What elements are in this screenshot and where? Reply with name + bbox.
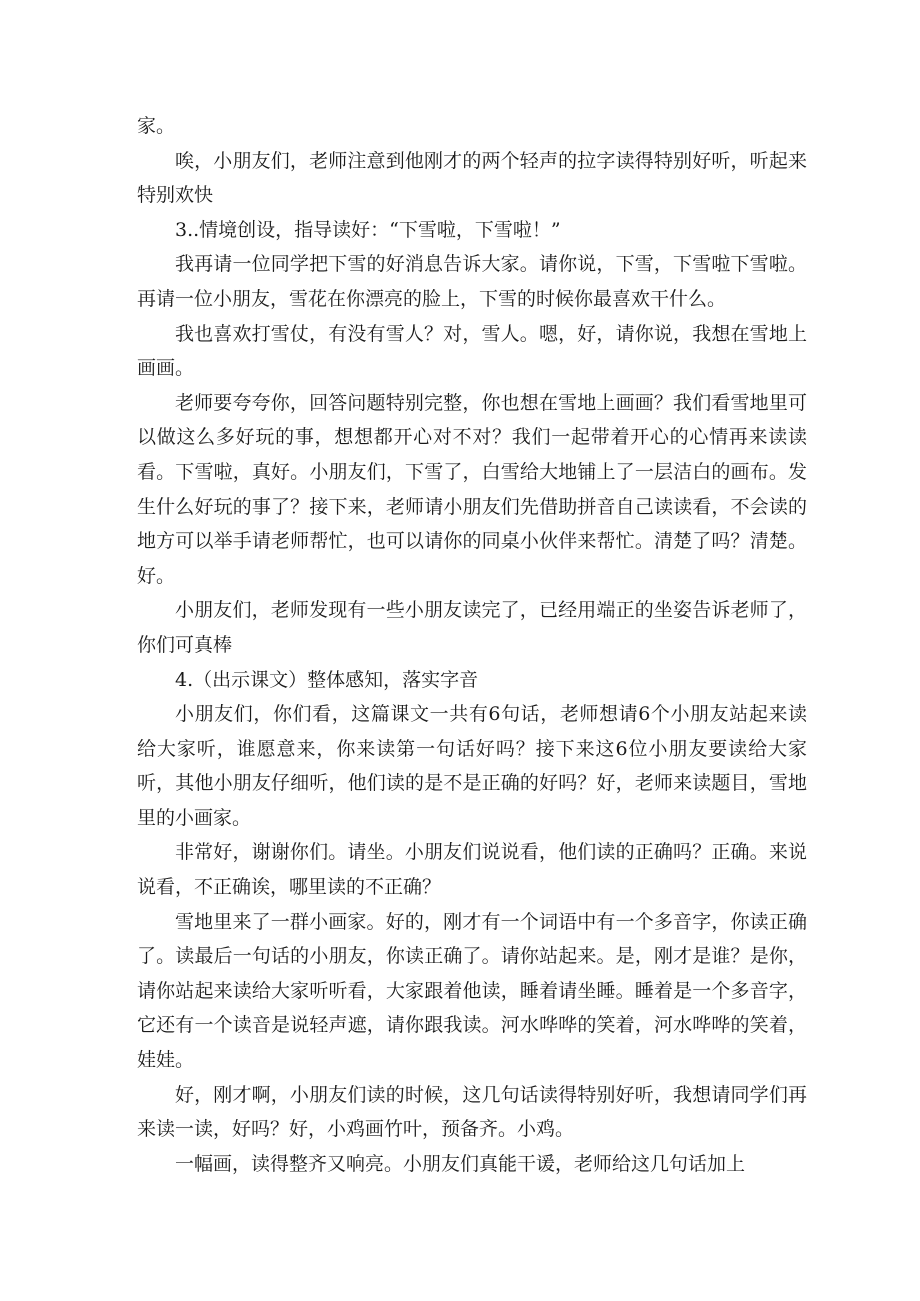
paragraph: 我再请一位同学把下雪的好消息告诉大家。请你说，下雪，下雪啦下雪啦。再请一位小朋友，雪花在你漂亮的脸上，下雪的时候你最喜欢干什么。 [137, 253, 807, 310]
paragraph: 雪地里来了一群小画家。好的，刚才有一个词语中有一个多音字，你读正确了。读最后一句话的小朋友，你读正确了。请你站起来。是，刚才是谁？是你，请你站起来读给大家听听看，大家跟着他读，睡着请坐睡。睡着是一个多音字，它还有一个读音是说轻声遮，请你跟我读。河水哗哗的笑着，河水哗哗的笑着，娃娃。 [137, 910, 807, 1072]
section-heading: 4.（出示课文）整体感知，落实字音 [175, 668, 479, 691]
paragraph: 非常好，谢谢你们。请坐。小朋友们说说看，他们读的正确吗？正确。来说说看，不正确诶，哪里读的不正确？ [137, 841, 807, 899]
paragraph: 一幅画，读得整齐又响亮。小朋友们真能干谖，老师给这几句话加上 [175, 1152, 746, 1175]
section-heading: 3..情境创设，指导读好：“下雪啦，下雪啦！” [175, 218, 561, 241]
paragraph: 我也喜欢打雪仗，有没有雪人？对，雪人。嗯，好，请你说，我想在雪地上画画。 [137, 322, 807, 380]
paragraph: 家。 [137, 115, 176, 137]
paragraph: 小朋友们，老师发现有一些小朋友读完了，已经用端正的坐姿告诉老师了，你们可真棒 [137, 599, 807, 656]
paragraph: 老师要夸夸你，回答问题特别完整，你也想在雪地上画画？我们看雪地里可以做这么多好玩的事，想想都开心对不对？我们一起带着开心的心情再来读读看。下雪啦，真好。小朋友们，下雪了，白雪给大地铺上了一层洁白的画布。发生什么好玩的事了？接下来，老师请小朋友们先借助拼音自己读读看，不会读的地方可以举手请老师帮忙，也可以请你的同桌小伙伴来帮忙。清楚了吗？清楚。好。 [137, 391, 807, 587]
document-body [137, 109, 807, 1181]
paragraph: 好，刚才啊，小朋友们读的时候，这几句话读得特别好听，我想请同学们再来读一读，好吗？好，小鸡画竹叶，预备齐。小鸡。 [137, 1083, 807, 1141]
paragraph: 小朋友们，你们看，这篇课文一共有6句话，老师想请6个小朋友站起来读给大家听，谁愿意来，你来读第一句话好吗？接下来这6位小朋友要读给大家听，其他小朋友仔细听，他们读的是不是正确的好吗？好，老师来读题目，雪地里的小画家。 [137, 703, 807, 829]
paragraph: 唉，小朋友们，老师注意到他刚才的两个轻声的拉字读得特别好听，听起来特别欢快 [137, 149, 807, 207]
